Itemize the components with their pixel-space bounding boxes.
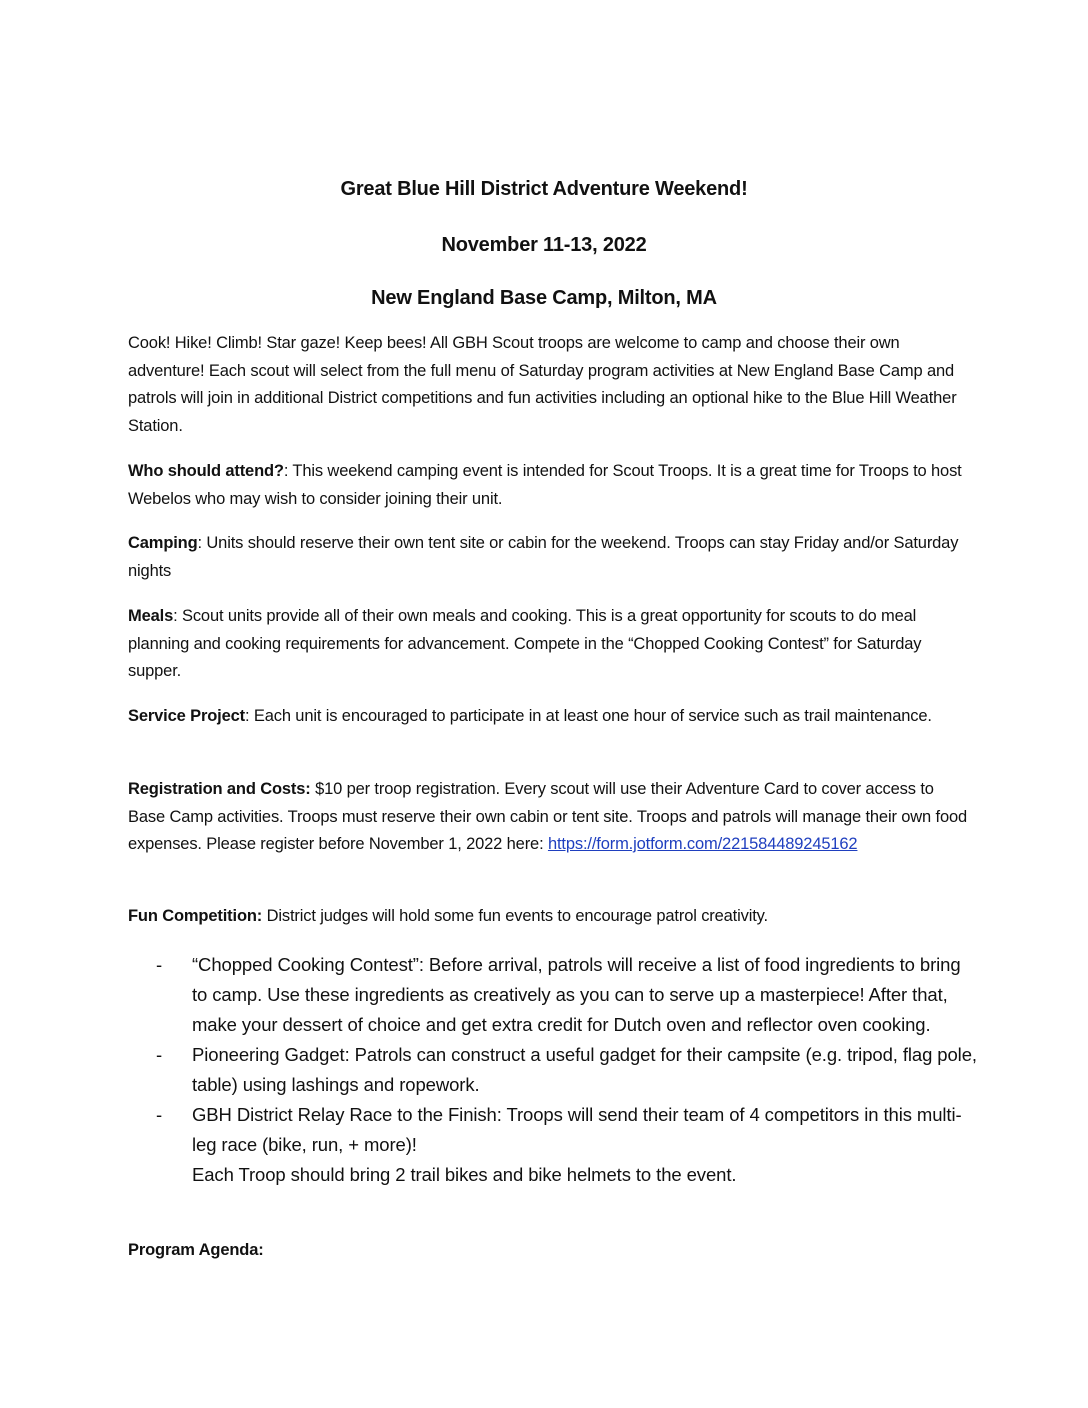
relay-race-note: Each Troop should bring 2 trail bikes and bike helmets to the event.: [192, 1164, 737, 1185]
intro-paragraph: Cook! Hike! Climb! Star gaze! Keep bees! All GBH Scout troops are welcome to camp and choose their own adventure! Each scout will select from the full menu of Saturday program activities at New England Base Camp and patrols will join in additional District competitions and fun activities including an optional hike to the Blue Hill Weather Station.: [128, 334, 957, 435]
registration-link[interactable]: https://form.jotform.com/221584489245162: [547, 835, 858, 853]
event-dates: November 11-13, 2022: [441, 234, 647, 256]
camping-text: : Units should reserve their own tent site or cabin for the weekend. Troops can stay Friday and/or Saturday nights: [128, 534, 959, 580]
relay-race-item: GBH District Relay Race to the Finish: Troops will send their team of 4 competitors in this multi-leg race (bike, run, + more)!: [192, 1104, 962, 1155]
registration-section: [128, 776, 968, 859]
registration-text: $10 per troop registration. Every scout will use their Adventure Card to cover access to Base Camp activities. Troops must reserve their own cabin or tent site. Troops and patrols will manage their own food expenses. Please register before November 1, 2022 here:: [128, 780, 968, 853]
service-project-label: Service Project: [128, 707, 245, 725]
chopped-cooking-contest-item: “Chopped Cooking Contest”: Before arrival, patrols will receive a list of food ingredients to bring to camp. Use these ingredients as creatively as you can to serve up a masterpiece! After that, make your dessert of choice and get extra credit for Dutch oven and reflector oven cooking.: [192, 954, 961, 1035]
who-should-attend-text: : This weekend camping event is intended for Scout Troops. It is a great time for Troops to host Webelos who may wish to consider joining their unit.: [128, 462, 962, 508]
list-bullet: -: [156, 1044, 163, 1065]
competition-list: [128, 950, 978, 1190]
meals-text: : Scout units provide all of their own meals and cooking. This is a great opportunity for scouts to do meal planning and cooking requirements for advancement. Compete in the “Chopped Cooking Contest” for Saturday supper.: [128, 607, 922, 680]
who-should-attend-label: Who should attend?: [128, 462, 284, 480]
pioneering-gadget-item: Pioneering Gadget: Patrols can construct a useful gadget for their campsite (e.g. tripod, flag pole, table) using lashings and ropework.: [192, 1044, 977, 1095]
meals-label: Meals: [128, 607, 174, 625]
fun-competition-text: District judges will hold some fun events to encourage patrol creativity.: [262, 907, 768, 925]
event-title: Great Blue Hill District Adventure Weekend!: [340, 178, 748, 200]
program-agenda-label: Program Agenda:: [128, 1241, 264, 1259]
fun-competition-section: [128, 903, 968, 931]
program-agenda-section: [128, 1237, 968, 1265]
meals-section: [128, 603, 968, 686]
list-item: [128, 1040, 978, 1100]
list-item: [128, 950, 978, 1040]
camping-label: Camping: [128, 534, 198, 552]
camping-section: [128, 530, 968, 585]
event-location: New England Base Camp, Milton, MA: [371, 287, 717, 309]
registration-label: Registration and Costs:: [128, 780, 311, 798]
service-project-text: : Each unit is encouraged to participate in at least one hour of service such as trail maintenance.: [245, 707, 932, 725]
fun-competition-label: Fun Competition:: [128, 907, 263, 925]
who-should-attend-section: [128, 458, 968, 513]
list-bullet: -: [156, 954, 163, 975]
list-bullet: -: [156, 1104, 163, 1125]
list-item: [128, 1100, 978, 1190]
service-project-section: [128, 703, 968, 731]
